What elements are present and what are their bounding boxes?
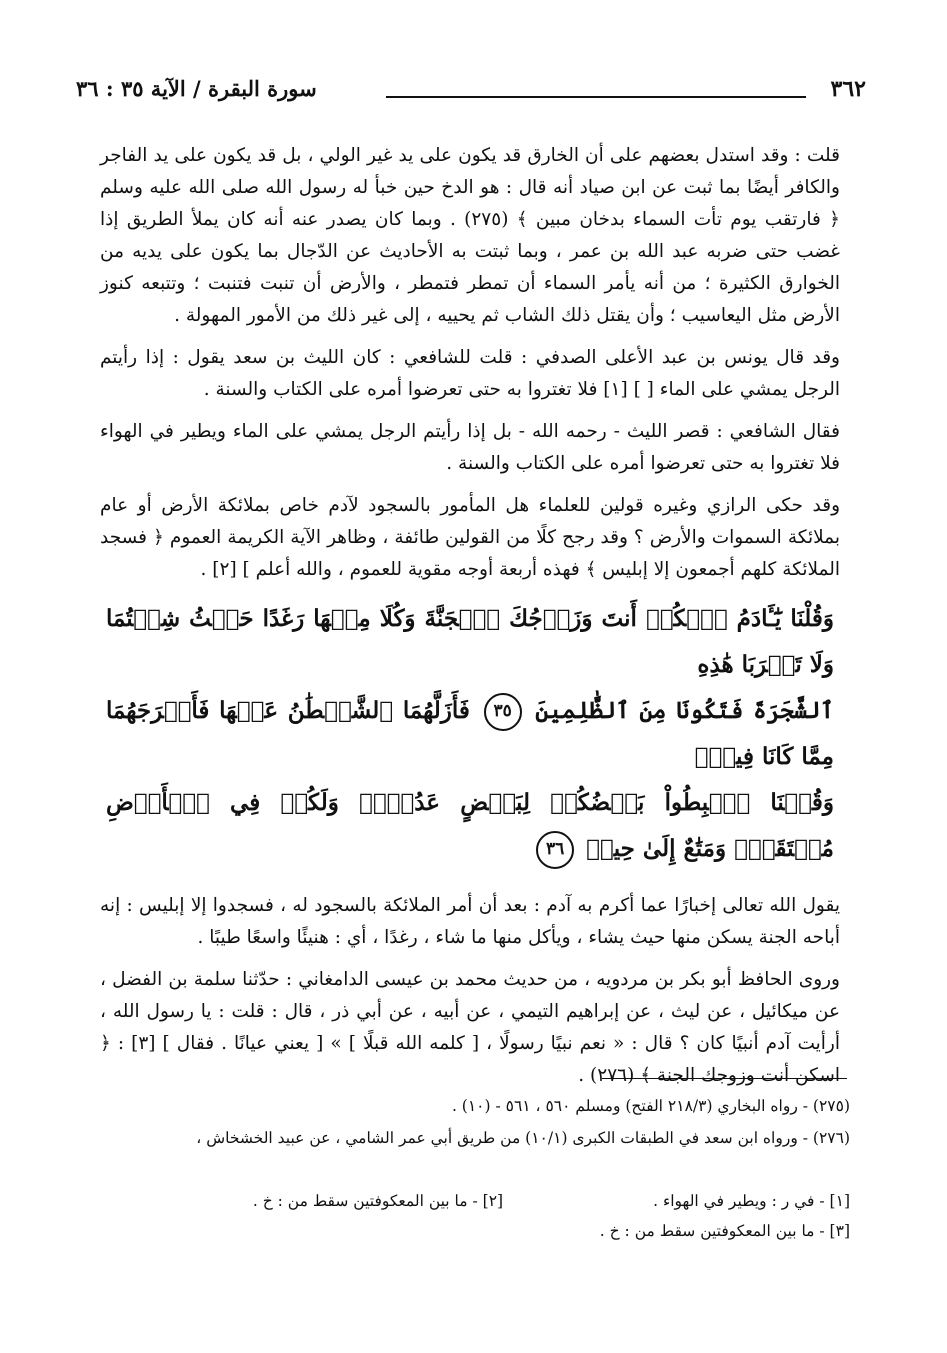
ayah-number-35: ٣٥ bbox=[484, 693, 522, 731]
footnote-275: (٢٧٥) - رواه البخاري (٢١٨/٣ الفتح) ومسلم ٥٦٠ ، ٥٦١ - (١٠) . bbox=[451, 1097, 850, 1115]
paragraph-3: فقال الشافعي : قصر الليث - رحمه الله - بل إذا رأيتم الرجل يمشي على الماء ويطير في الهواء فلا تغتروا به حتى تعرضوا أمره على الكتاب والسنة . bbox=[100, 421, 840, 474]
ayah-number-36: ٣٦ bbox=[536, 831, 574, 869]
footnote-rule bbox=[602, 1078, 847, 1079]
quran-line-2-part-1: ٱلشَّجَرَةَ فَتَكُونَا مِنَ ٱلظَّٰلِمِينَ bbox=[535, 697, 834, 724]
paragraph-5: يقول الله تعالى إخبارًا عما أكرم به آدم : بعد أن أمر الملائكة بالسجود له ، فسجدوا إلا إبليس : إنه أباحه الجنة يسكن منها حيث يشاء ، ويأكل منها ما شاء ، رغدًا ، أي : هنيئًا واسعًا طيبًا . bbox=[100, 895, 840, 948]
paragraph-4: وقد حكى الرازي وغيره قولين للعلماء هل المأمور بالسجود لآدم خاص بملائكة الأرض أو عام بملائكة السموات والأرض ؟ وقد رجح كلًا من القولين طائفة ، وظاهر الآية الكريمة العموم ﴿ فسجد الملائكة كلهم أجمعون إلا إبليس ﴾ فهذه أربعة أوجه مقوية للعموم ، والله أعلم ] [٢] . bbox=[100, 495, 840, 580]
paragraph-6: وروى الحافظ أبو بكر بن مردويه ، من حديث محمد بن عيسى الدامغاني : حدّثنا سلمة بن الفضل ، عن ميكائيل ، عن ليث ، عن إبراهيم التيمي ، عن أبيه ، عن أبي ذر ، قال : قلت : يا رسول الله ، أرأيت آدم أنبيًا كان ؟ قال : « نعم نبيًا رسولًا ، [ كلمه الله قبلًا ] » [ يعني عيانًا . فقال ] [٣] : ﴿ اسكن أنت وزوجك الجنة ﴾ (٢٧٦) . bbox=[100, 969, 840, 1086]
quran-line-1: وَقُلْنَا يَٰٓـَٔادَمُ ٱسۡكُنۡ أَنتَ وَزَوۡجُكَ ٱلۡجَنَّةَ وَكُلَا مِنۡهَا رَغَدًا حَيۡثُ شِئۡتُمَا وَلَا تَقۡرَبَا هَٰذِهِ bbox=[106, 605, 834, 678]
paragraph-2: وقد قال يونس بن عبد الأعلى الصدفي : قلت للشافعي : كان الليث بن سعد يقول : إذا رأيتم الرجل يمشي على الماء [ ] [١] فلا تغتروا به حتى تعرضوا أمره على الكتاب والسنة . bbox=[100, 347, 840, 400]
variant-note-2: [٢] - ما بين المعكوفتين سقط من : خ . bbox=[252, 1192, 504, 1210]
quran-line-2 bbox=[106, 688, 834, 780]
quran-verses bbox=[100, 596, 840, 872]
quran-line-2-part-2: فَأَزَلَّهُمَا ٱلشَّيۡطَٰنُ عَنۡهَا فَأَخۡرَجَهُمَا مِمَّا كَانَا فِيهِۖ bbox=[106, 697, 834, 770]
main-text bbox=[100, 140, 840, 1102]
variant-row-1 bbox=[100, 1186, 850, 1216]
variant-note-1: [١] - في ر : ويطير في الهواء . bbox=[653, 1192, 850, 1210]
footnotes bbox=[100, 1090, 850, 1154]
header-rule bbox=[386, 96, 806, 98]
running-title: سورة البقرة / الآية ٣٥ : ٣٦ bbox=[76, 76, 317, 101]
quran-line-3-text: وَقُلۡنَا ٱهۡبِطُواْ بَعۡضُكُمۡ لِبَعۡضٍ عَدُوّٞۖ وَلَكُمۡ فِي ٱلۡأَرۡضِ مُسۡتَقَرّٞ وَمَتَٰعٌ إِلَىٰ حِينٖ bbox=[106, 789, 834, 862]
page-number: ٣٦٢ bbox=[830, 76, 866, 102]
page-header bbox=[76, 76, 866, 110]
footnote-276: (٢٧٦) - ورواه ابن سعد في الطبقات الكبرى (١٠/١) من طريق أبي عمر الشامي ، عن عبيد الخشخاش ، bbox=[196, 1129, 850, 1147]
variant-note-3: [٣] - ما بين المعكوفتين سقط من : خ . bbox=[599, 1222, 850, 1240]
paragraph-1: قلت : وقد استدل بعضهم على أن الخارق قد يكون على يد غير الولي ، بل قد يكون على يد الفاجر والكافر أيضًا بما ثبت عن ابن صياد أنه قال : هو الدخ حين خبأ له رسول الله صلى الله عليه وسلم ﴿ فارتقب يوم تأت السماء بدخان مبين ﴾ (٢٧٥) . وبما كان يصدر عنه أنه كان يملأ الطريق إذا غضب حتى ضربه عبد الله بن عمر ، وبما ثبتت به الأحاديث عن الدّجال بما يكون على يديه من الخوارق الكثيرة ؛ من أنه يأمر السماء أن تمطر فتمطر ، والأرض أن تنبت فتنبت ؛ وتتبعه كنوز الأرض مثل اليعاسيب ؛ وأن يقتل ذلك الشاب ثم يحييه ، إلى غير ذلك من الأمور المهولة . bbox=[100, 145, 840, 326]
quran-line-3 bbox=[106, 780, 834, 872]
manuscript-variants bbox=[100, 1186, 850, 1246]
